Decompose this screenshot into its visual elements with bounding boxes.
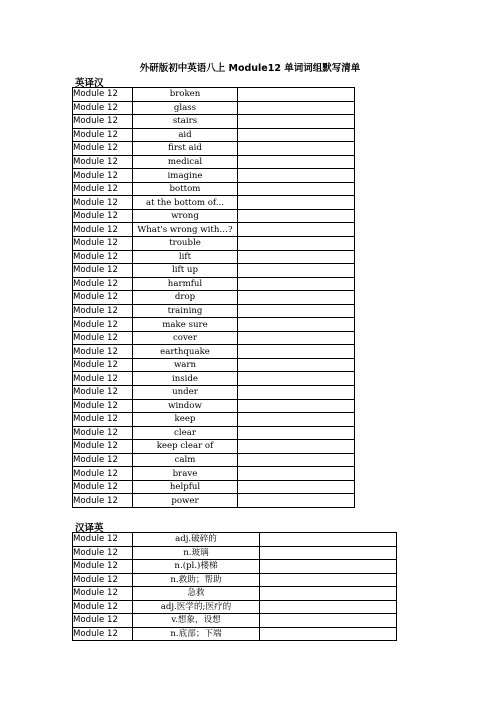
table-row bbox=[73, 250, 355, 264]
table-row bbox=[73, 453, 355, 467]
table-row bbox=[73, 600, 397, 614]
module-cell: Module 12 bbox=[73, 413, 133, 427]
answer-blank-cell[interactable] bbox=[238, 413, 355, 427]
term-cell: make sure bbox=[133, 318, 238, 332]
table-row bbox=[73, 182, 355, 196]
term-cell: broken bbox=[133, 88, 238, 102]
module-cell: Module 12 bbox=[73, 560, 133, 574]
table-row bbox=[73, 399, 355, 413]
table-row bbox=[73, 277, 355, 291]
module-cell: Module 12 bbox=[73, 372, 133, 386]
answer-blank-cell[interactable] bbox=[238, 426, 355, 440]
table-row bbox=[73, 587, 397, 601]
module-cell: Module 12 bbox=[73, 453, 133, 467]
term-cell: n.底部；下端 bbox=[133, 627, 260, 641]
term-cell: cover bbox=[133, 331, 238, 345]
term-cell: keep clear of bbox=[133, 440, 238, 454]
cn-to-en-table-body bbox=[73, 533, 397, 641]
answer-blank-cell[interactable] bbox=[238, 372, 355, 386]
answer-blank-cell[interactable] bbox=[260, 587, 397, 601]
term-cell: power bbox=[133, 494, 238, 508]
cn-to-en-table bbox=[72, 532, 397, 641]
term-cell: trouble bbox=[133, 237, 238, 251]
answer-blank-cell[interactable] bbox=[238, 169, 355, 183]
table-row bbox=[73, 372, 355, 386]
module-cell: Module 12 bbox=[73, 155, 133, 169]
module-cell: Module 12 bbox=[73, 358, 133, 372]
module-cell: Module 12 bbox=[73, 533, 133, 547]
term-cell: clear bbox=[133, 426, 238, 440]
module-cell: Module 12 bbox=[73, 345, 133, 359]
term-cell: imagine bbox=[133, 169, 238, 183]
table-row bbox=[73, 480, 355, 494]
module-cell: Module 12 bbox=[73, 250, 133, 264]
answer-blank-cell[interactable] bbox=[238, 494, 355, 508]
section-label-cn-to-en: 汉译英 bbox=[75, 523, 104, 534]
answer-blank-cell[interactable] bbox=[238, 128, 355, 142]
module-cell: Module 12 bbox=[73, 277, 133, 291]
answer-blank-cell[interactable] bbox=[238, 142, 355, 156]
table-row bbox=[73, 304, 355, 318]
module-cell: Module 12 bbox=[73, 101, 133, 115]
table-row bbox=[73, 209, 355, 223]
table-row bbox=[73, 318, 355, 332]
answer-blank-cell[interactable] bbox=[238, 237, 355, 251]
answer-blank-cell[interactable] bbox=[238, 440, 355, 454]
answer-blank-cell[interactable] bbox=[260, 560, 397, 574]
term-cell: wrong bbox=[133, 209, 238, 223]
term-cell: What's wrong with…? bbox=[133, 223, 238, 237]
table-row bbox=[73, 614, 397, 628]
table-row bbox=[73, 196, 355, 210]
answer-blank-cell[interactable] bbox=[238, 399, 355, 413]
page-title: 外研版初中英语八上 Module12 单词词组默写清单 bbox=[139, 63, 361, 74]
term-cell: harmful bbox=[133, 277, 238, 291]
answer-blank-cell[interactable] bbox=[238, 318, 355, 332]
answer-blank-cell[interactable] bbox=[238, 291, 355, 305]
table-row bbox=[73, 237, 355, 251]
module-cell: Module 12 bbox=[73, 546, 133, 560]
term-cell: lift up bbox=[133, 264, 238, 278]
term-cell: first aid bbox=[133, 142, 238, 156]
table-row bbox=[73, 223, 355, 237]
module-cell: Module 12 bbox=[73, 264, 133, 278]
term-cell: adj.破碎的 bbox=[133, 533, 260, 547]
module-cell: Module 12 bbox=[73, 494, 133, 508]
answer-blank-cell[interactable] bbox=[238, 264, 355, 278]
module-cell: Module 12 bbox=[73, 573, 133, 587]
module-cell: Module 12 bbox=[73, 386, 133, 400]
answer-blank-cell[interactable] bbox=[238, 386, 355, 400]
term-cell: n.救助；帮助 bbox=[133, 573, 260, 587]
term-cell: earthquake bbox=[133, 345, 238, 359]
term-cell: inside bbox=[133, 372, 238, 386]
answer-blank-cell[interactable] bbox=[238, 101, 355, 115]
term-cell: bottom bbox=[133, 182, 238, 196]
module-cell: Module 12 bbox=[73, 128, 133, 142]
table-row bbox=[73, 169, 355, 183]
answer-blank-cell[interactable] bbox=[260, 614, 397, 628]
answer-blank-cell[interactable] bbox=[260, 627, 397, 641]
table-row bbox=[73, 386, 355, 400]
module-cell: Module 12 bbox=[73, 115, 133, 129]
answer-blank-cell[interactable] bbox=[238, 304, 355, 318]
module-cell: Module 12 bbox=[73, 440, 133, 454]
table-row bbox=[73, 345, 355, 359]
answer-blank-cell[interactable] bbox=[238, 480, 355, 494]
module-cell: Module 12 bbox=[73, 467, 133, 481]
table-row bbox=[73, 128, 355, 142]
module-cell: Module 12 bbox=[73, 169, 133, 183]
answer-blank-cell[interactable] bbox=[238, 277, 355, 291]
term-cell: v.想象，设想 bbox=[133, 614, 260, 628]
table-row bbox=[73, 440, 355, 454]
en-to-cn-table-body bbox=[73, 88, 355, 508]
module-cell: Module 12 bbox=[73, 88, 133, 102]
answer-blank-cell[interactable] bbox=[238, 115, 355, 129]
module-cell: Module 12 bbox=[73, 237, 133, 251]
term-cell: training bbox=[133, 304, 238, 318]
answer-blank-cell[interactable] bbox=[238, 358, 355, 372]
table-row bbox=[73, 331, 355, 345]
answer-blank-cell[interactable] bbox=[238, 345, 355, 359]
term-cell: adj.医学的;医疗的 bbox=[133, 600, 260, 614]
module-cell: Module 12 bbox=[73, 614, 133, 628]
module-cell: Module 12 bbox=[73, 426, 133, 440]
answer-blank-cell[interactable] bbox=[238, 196, 355, 210]
table-row bbox=[73, 426, 355, 440]
table-row bbox=[73, 101, 355, 115]
module-cell: Module 12 bbox=[73, 318, 133, 332]
term-cell: keep bbox=[133, 413, 238, 427]
answer-blank-cell[interactable] bbox=[238, 209, 355, 223]
table-row bbox=[73, 264, 355, 278]
table-row bbox=[73, 88, 355, 102]
table-row bbox=[73, 291, 355, 305]
table-row bbox=[73, 546, 397, 560]
table-row bbox=[73, 115, 355, 129]
module-cell: Module 12 bbox=[73, 291, 133, 305]
answer-blank-cell[interactable] bbox=[238, 223, 355, 237]
term-cell: calm bbox=[133, 453, 238, 467]
term-cell: at the bottom of... bbox=[133, 196, 238, 210]
answer-blank-cell[interactable] bbox=[238, 453, 355, 467]
term-cell: n.玻璃 bbox=[133, 546, 260, 560]
term-cell: medical bbox=[133, 155, 238, 169]
term-cell: window bbox=[133, 399, 238, 413]
table-row bbox=[73, 627, 397, 641]
answer-blank-cell[interactable] bbox=[238, 331, 355, 345]
module-cell: Module 12 bbox=[73, 399, 133, 413]
term-cell: brave bbox=[133, 467, 238, 481]
table-row bbox=[73, 142, 355, 156]
table-row bbox=[73, 358, 355, 372]
answer-blank-cell[interactable] bbox=[260, 546, 397, 560]
answer-blank-cell[interactable] bbox=[238, 182, 355, 196]
term-cell: glass bbox=[133, 101, 238, 115]
answer-blank-cell[interactable] bbox=[238, 467, 355, 481]
term-cell: lift bbox=[133, 250, 238, 264]
module-cell: Module 12 bbox=[73, 331, 133, 345]
term-cell: 急救 bbox=[133, 587, 260, 601]
module-cell: Module 12 bbox=[73, 587, 133, 601]
table-row bbox=[73, 560, 397, 574]
answer-blank-cell[interactable] bbox=[238, 155, 355, 169]
term-cell: warn bbox=[133, 358, 238, 372]
table-row bbox=[73, 413, 355, 427]
table-row bbox=[73, 533, 397, 547]
term-cell: helpful bbox=[133, 480, 238, 494]
table-row bbox=[73, 155, 355, 169]
term-cell: aid bbox=[133, 128, 238, 142]
module-cell: Module 12 bbox=[73, 142, 133, 156]
section-label-en-to-cn: 英译汉 bbox=[75, 78, 104, 89]
term-cell: under bbox=[133, 386, 238, 400]
answer-blank-cell[interactable] bbox=[260, 573, 397, 587]
module-cell: Module 12 bbox=[73, 480, 133, 494]
module-cell: Module 12 bbox=[73, 600, 133, 614]
answer-blank-cell[interactable] bbox=[260, 600, 397, 614]
module-cell: Module 12 bbox=[73, 209, 133, 223]
term-cell: drop bbox=[133, 291, 238, 305]
table-row bbox=[73, 467, 355, 481]
module-cell: Module 12 bbox=[73, 182, 133, 196]
answer-blank-cell[interactable] bbox=[238, 250, 355, 264]
term-cell: stairs bbox=[133, 115, 238, 129]
answer-blank-cell[interactable] bbox=[238, 88, 355, 102]
module-cell: Module 12 bbox=[73, 627, 133, 641]
module-cell: Module 12 bbox=[73, 223, 133, 237]
answer-blank-cell[interactable] bbox=[260, 533, 397, 547]
table-row bbox=[73, 494, 355, 508]
term-cell: n.(pl.)楼梯 bbox=[133, 560, 260, 574]
module-cell: Module 12 bbox=[73, 304, 133, 318]
table-row bbox=[73, 573, 397, 587]
module-cell: Module 12 bbox=[73, 196, 133, 210]
en-to-cn-table bbox=[72, 87, 355, 508]
